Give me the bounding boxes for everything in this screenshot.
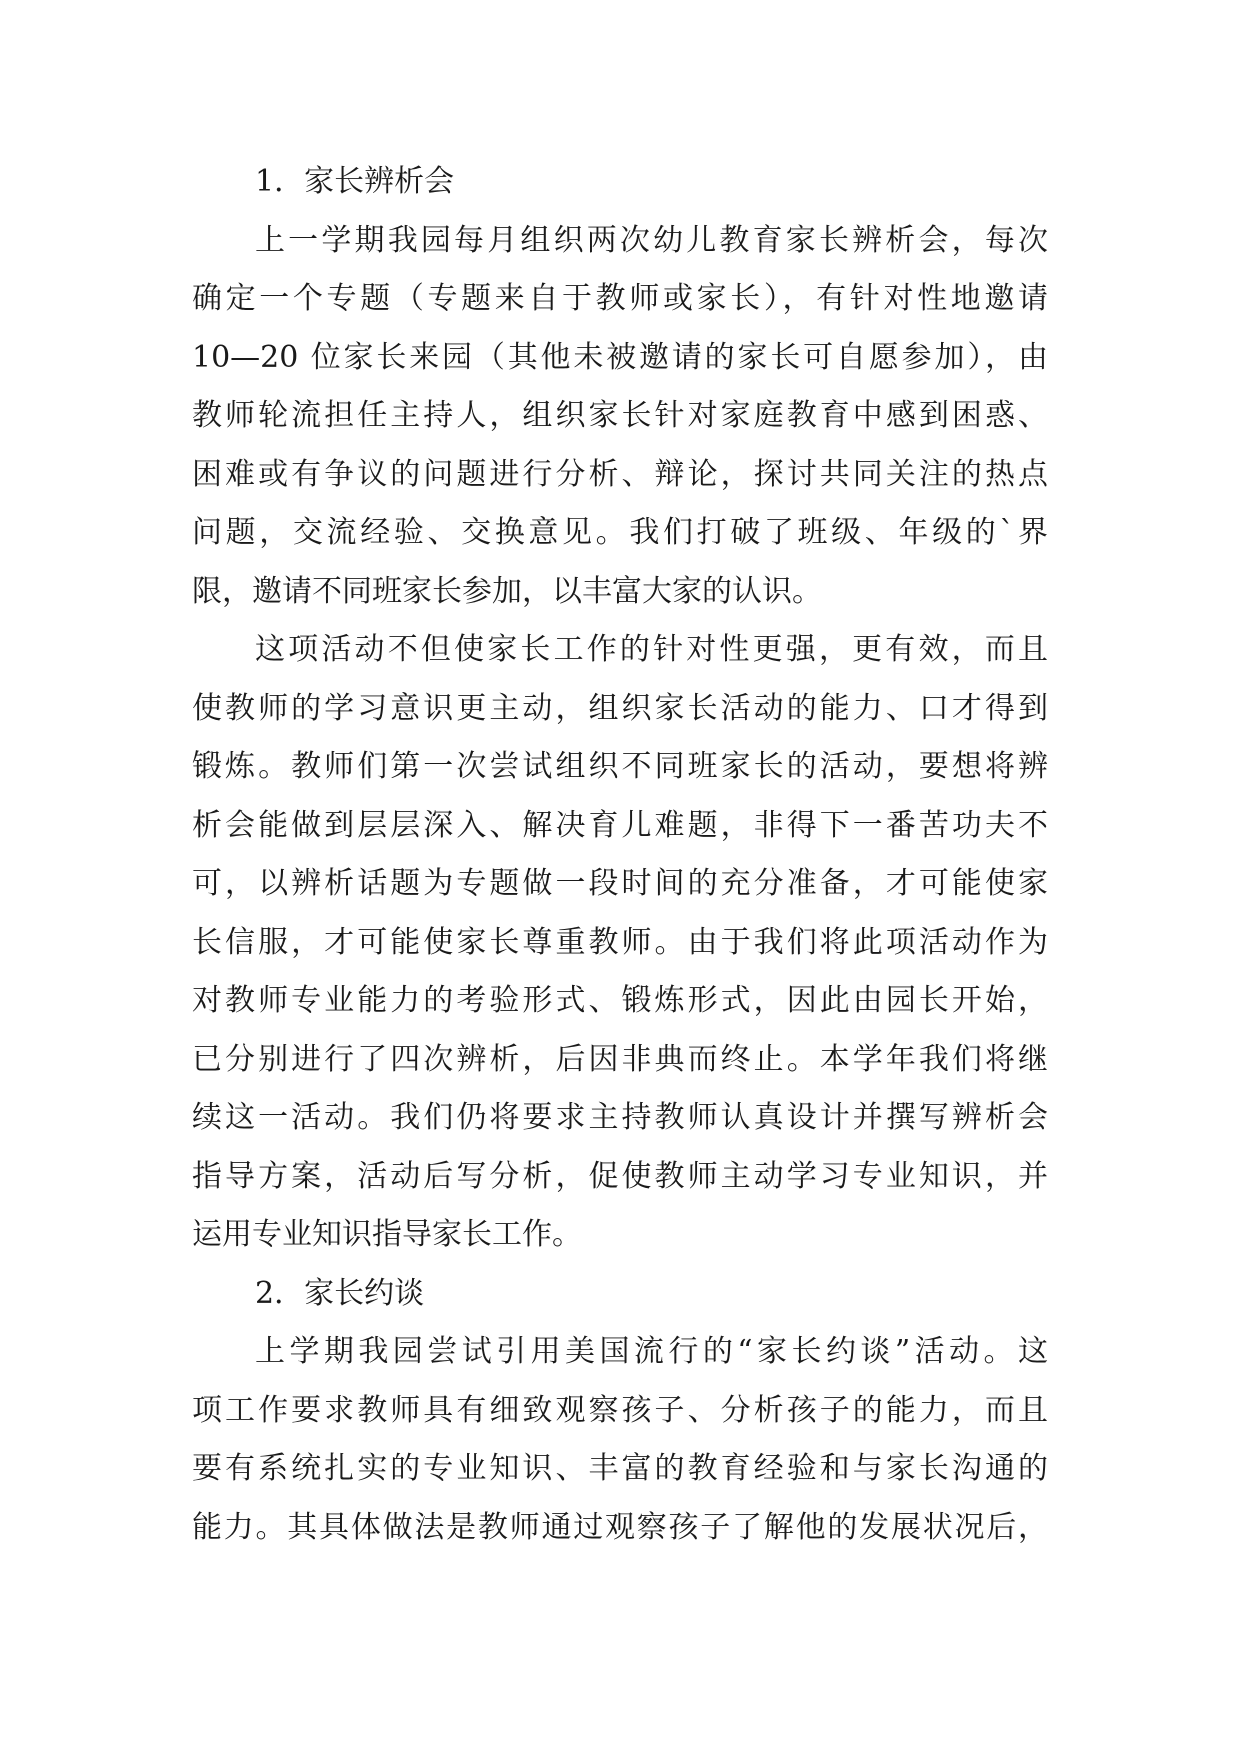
text-line: 上一学期我园每月组织两次幼儿教育家长辨析会，每次 xyxy=(255,222,1048,258)
text-line: 使教师的学习意识更主动，组织家长活动的能力、口才得到 xyxy=(192,690,1048,726)
text-line: 续这一活动。我们仍将要求主持教师认真设计并撰写辨析会 xyxy=(192,1100,1048,1135)
text-line: 运用专业知识指导家长工作。 xyxy=(192,1217,582,1252)
text-line: 析会能做到层层深入、解决育儿难题，非得下一番苦功夫不 xyxy=(192,807,1048,843)
text-line: 长信服，才可能使家长尊重教师。由于我们将此项活动作为 xyxy=(192,924,1048,960)
text-line: 项工作要求教师具有细致观察孩子、分析孩子的能力，而且 xyxy=(192,1392,1048,1428)
text-line: 能力。其具体做法是教师通过观察孩子了解他的发展状况后， xyxy=(192,1509,1048,1545)
section-heading: 1．家长辨析会 xyxy=(255,164,455,199)
text-line: 确定一个专题（专题来自于教师或家长），有针对性地邀请 xyxy=(192,281,1048,316)
text-line: 限，邀请不同班家长参加，以丰富大家的认识。 xyxy=(192,573,822,609)
text-line: 困难或有争议的问题进行分析、辩论，探讨共同关注的热点 xyxy=(192,456,1048,492)
text-line: 可，以辨析话题为专题做一段时间的充分准备，才可能使家 xyxy=(192,866,1048,901)
section-heading: 2．家长约谈 xyxy=(255,1275,425,1311)
paragraph xyxy=(192,1323,1048,1557)
text-line: 上学期我园尝试引用美国流行的“家长约谈”活动。这 xyxy=(255,1334,1048,1369)
text-line: 指导方案，活动后写分析，促使教师主动学习专业知识，并 xyxy=(192,1158,1048,1194)
text-line: 锻炼。教师们第一次尝试组织不同班家长的活动，要想将辨 xyxy=(192,749,1048,784)
document-body xyxy=(192,153,1048,1557)
text-line: 教师轮流担任主持人，组织家长针对家庭教育中感到困惑、 xyxy=(192,398,1048,433)
text-line: 已分别进行了四次辨析，后因非典而终止。本学年我们将继 xyxy=(192,1041,1048,1077)
text-line: 这项活动不但使家长工作的针对性更强，更有效，而且 xyxy=(255,632,1048,667)
text-line: 问题，交流经验、交换意见。我们打破了班级、年级的`界 xyxy=(192,515,1048,550)
text-line: 10—20 位家长来园（其他未被邀请的家长可自愿参加），由 xyxy=(192,339,1048,375)
paragraph xyxy=(192,212,1048,622)
text-line: 对教师专业能力的考验形式、锻炼形式，因此由园长开始， xyxy=(192,983,1048,1018)
text-line: 要有系统扎实的专业知识、丰富的教育经验和与家长沟通的 xyxy=(192,1451,1048,1486)
paragraph xyxy=(192,621,1048,1265)
